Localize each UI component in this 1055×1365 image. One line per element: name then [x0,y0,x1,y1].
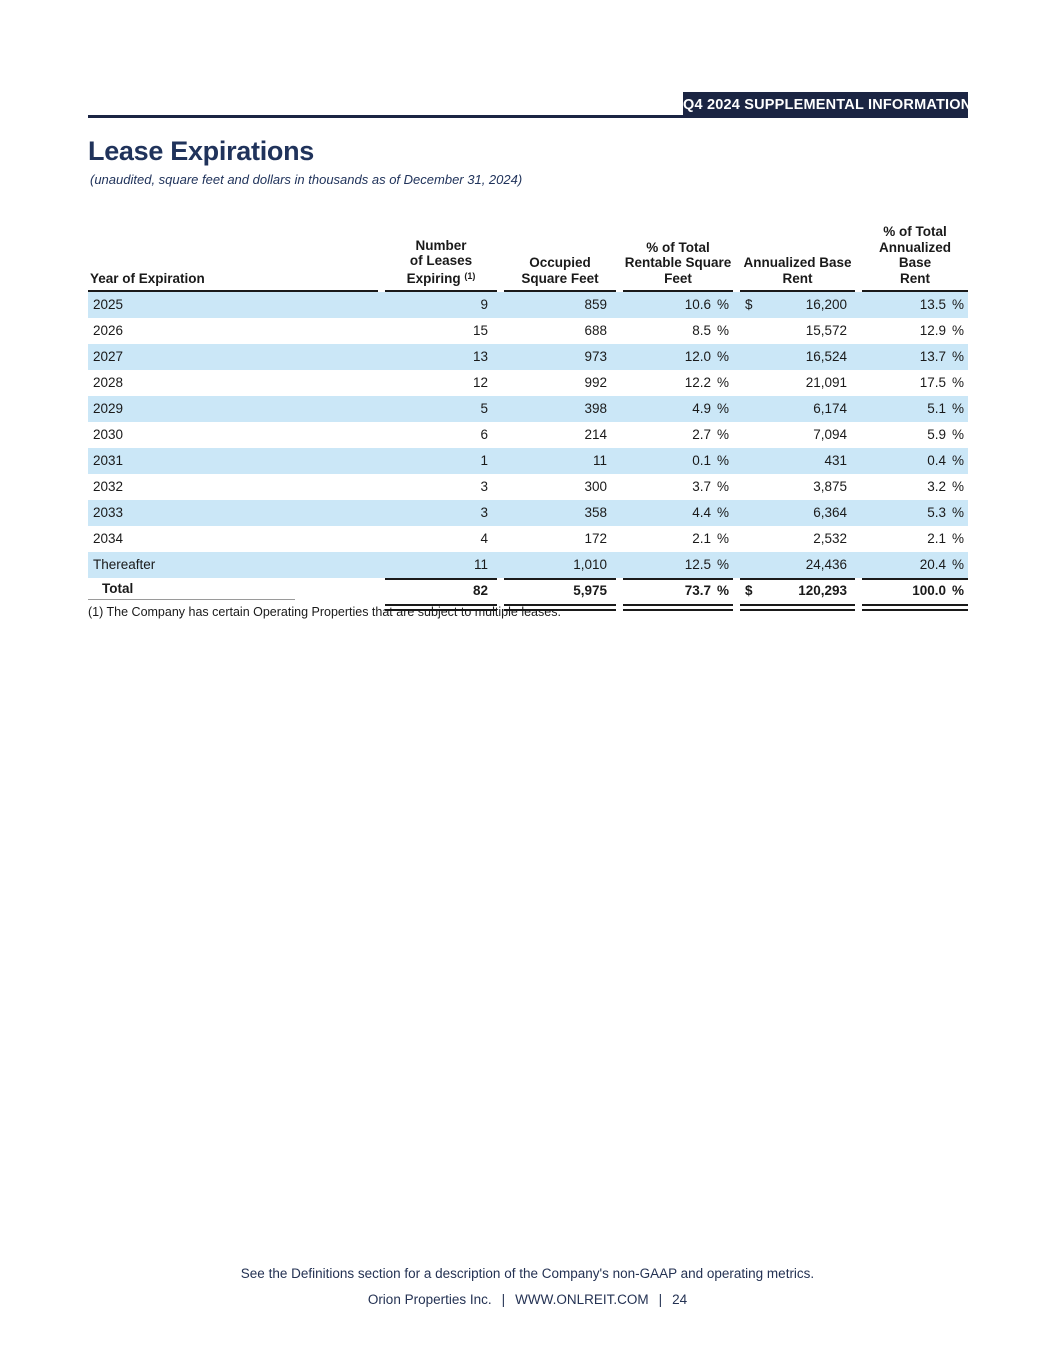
row-sqft: 1,010 [573,557,607,572]
percent-sign: % [716,401,729,416]
percent-sign: % [951,479,964,494]
percent-sign: % [716,375,729,390]
row-sqft: 214 [584,427,607,442]
row-leases: 9 [480,297,488,312]
table-row-2032 [88,474,968,500]
footer-website: WWW.ONLREIT.COM [515,1292,649,1307]
table-row-2031 [88,448,968,474]
row-sqft: 358 [584,505,607,520]
table-row-2026 [88,318,968,344]
row-pct-sqft: 12.0 % [623,344,733,370]
table-row-2033 [88,500,968,526]
table-row-2034 [88,526,968,552]
total-rent: $ 120,293 [740,578,855,603]
row-leases: 11 [473,557,488,572]
row-year: 2031 [93,453,124,468]
percent-sign: % [716,531,729,546]
column-header-leases: Number of Leases Expiring $^{(1)}$ [385,238,497,293]
footer-page-number: 24 [672,1292,688,1307]
row-year: 2025 [93,297,124,312]
footer-info-line [0,1292,1055,1307]
row-pct-sqft: 3.7 % [623,474,733,500]
row-pct-rent: 13.5 % [862,292,968,318]
row-rent: 3,875 [813,479,847,494]
row-pct-sqft: 2.1 % [623,526,733,552]
column-header-annualized-base-rent: Annualized Base Rent [740,255,855,292]
table-row-2028 [88,370,968,396]
row-rent: 2,532 [813,531,847,546]
total-pct-rent: 100.0 % [862,578,968,603]
footer-separator: | [658,1292,663,1307]
row-leases: 3 [480,479,488,494]
percent-sign: % [951,557,964,572]
percent-sign: % [716,505,729,520]
row-pct-rent: 5.1 % [862,396,968,422]
row-sqft: 992 [584,375,607,390]
row-pct-sqft: 8.5 % [623,318,733,344]
percent-sign: % [951,427,964,442]
row-sqft: 688 [584,323,607,338]
column-header-pct-annualized-base-rent: % of Total Annualized Base Rent [862,224,968,292]
percent-sign: % [716,453,729,468]
row-rent: 6,174 [813,401,847,416]
footnote-divider [88,599,295,600]
row-rent: 21,091 [805,375,847,390]
row-year: 2029 [93,401,124,416]
table-row-2030 [88,422,968,448]
percent-sign: % [951,583,964,598]
percent-sign: % [716,479,729,494]
row-sqft: 11 [592,453,607,468]
dollar-sign: $ [745,297,753,312]
percent-sign: % [951,531,964,546]
percent-sign: % [716,349,729,364]
row-pct-rent: 12.9 % [862,318,968,344]
report-banner: Q4 2024 SUPPLEMENTAL INFORMATION [683,92,968,118]
row-pct-rent: 3.2 % [862,474,968,500]
dollar-sign: $ [745,583,753,598]
row-pct-rent: 5.9 % [862,422,968,448]
row-leases: 5 [480,401,488,416]
percent-sign: % [951,349,964,364]
row-leases: 4 [480,531,488,546]
row-pct-rent: 5.3 % [862,500,968,526]
row-leases: 12 [472,375,488,390]
row-sqft: 300 [584,479,607,494]
row-sqft: 398 [584,401,607,416]
header-rule [88,115,968,118]
row-rent: 16,524 [805,349,847,364]
footer-definitions-note: See the Definitions section for a description of the Company's non-GAAP and operating metrics. [240,1266,815,1281]
percent-sign: % [951,401,964,416]
row-pct-rent: 20.4 % [862,552,968,578]
percent-sign: % [716,323,729,338]
total-label: Total [102,581,134,596]
table-row-2027 [88,344,968,370]
percent-sign: % [951,375,964,390]
table-body [88,292,968,578]
row-sqft: 172 [584,531,607,546]
percent-sign: % [951,297,964,312]
row-rent: 431 [824,453,847,468]
page-subtitle: (unaudited, square feet and dollars in thousands as of December 31, 2024) [90,172,523,187]
row-sqft: 859 [584,297,607,312]
row-leases: 1 [480,453,488,468]
total-sqft: 5,975 [504,578,616,603]
row-pct-sqft: 0.1 % [623,448,733,474]
percent-sign: % [951,323,964,338]
row-pct-rent: 2.1 % [862,526,968,552]
row-pct-sqft: 2.7 % [623,422,733,448]
column-header-year: Year of Expiration [88,271,378,293]
row-pct-rent: 0.4 % [862,448,968,474]
table-row-2029 [88,396,968,422]
row-pct-sqft: 12.2 % [623,370,733,396]
footnote-text: (1) The Company has certain Operating Properties that are subject to multiple leases. [88,605,561,619]
row-leases: 6 [480,427,488,442]
percent-sign: % [951,453,964,468]
row-leases: 3 [480,505,488,520]
row-pct-rent: 13.7 % [862,344,968,370]
row-year: 2028 [93,375,124,390]
column-header-occupied-sqft: Occupied Square Feet [504,255,616,292]
row-year: Thereafter [93,557,156,572]
row-sqft: 973 [584,349,607,364]
row-year: 2027 [93,349,124,364]
row-leases: 15 [472,323,488,338]
row-rent: $ 16,200 [740,292,855,318]
row-pct-sqft: 4.4 % [623,500,733,526]
percent-sign: % [716,297,729,312]
row-pct-sqft: 12.5 % [623,552,733,578]
row-rent: 7,094 [813,427,847,442]
row-year: 2034 [93,531,124,546]
footnote-marker: (1) [464,270,476,281]
footer-separator: | [501,1292,506,1307]
table-row-thereafter [88,552,968,578]
total-pct-sqft: 73.7 % [623,578,733,603]
row-year: 2030 [93,427,124,442]
row-year: 2026 [93,323,124,338]
row-rent: 24,436 [805,557,847,572]
percent-sign: % [716,427,729,442]
column-header-pct-rentable-sqft: % of Total Rentable Square Feet [623,240,733,293]
table-row-2025 [88,292,968,318]
row-leases: 13 [472,349,488,364]
row-year: 2033 [93,505,124,520]
row-rent: 15,572 [805,323,847,338]
row-year: 2032 [93,479,124,494]
table-header-row [88,224,968,292]
percent-sign: % [716,557,729,572]
footer-company: Orion Properties Inc. [367,1292,492,1307]
row-rent: 6,364 [813,505,847,520]
total-leases: 82 [385,578,497,603]
row-pct-sqft: 4.9 % [623,396,733,422]
page-title: Lease Expirations [88,136,314,166]
row-pct-rent: 17.5 % [862,370,968,396]
lease-expirations-table [88,224,968,611]
percent-sign: % [716,583,729,598]
percent-sign: % [951,505,964,520]
row-pct-sqft: 10.6 % [623,292,733,318]
